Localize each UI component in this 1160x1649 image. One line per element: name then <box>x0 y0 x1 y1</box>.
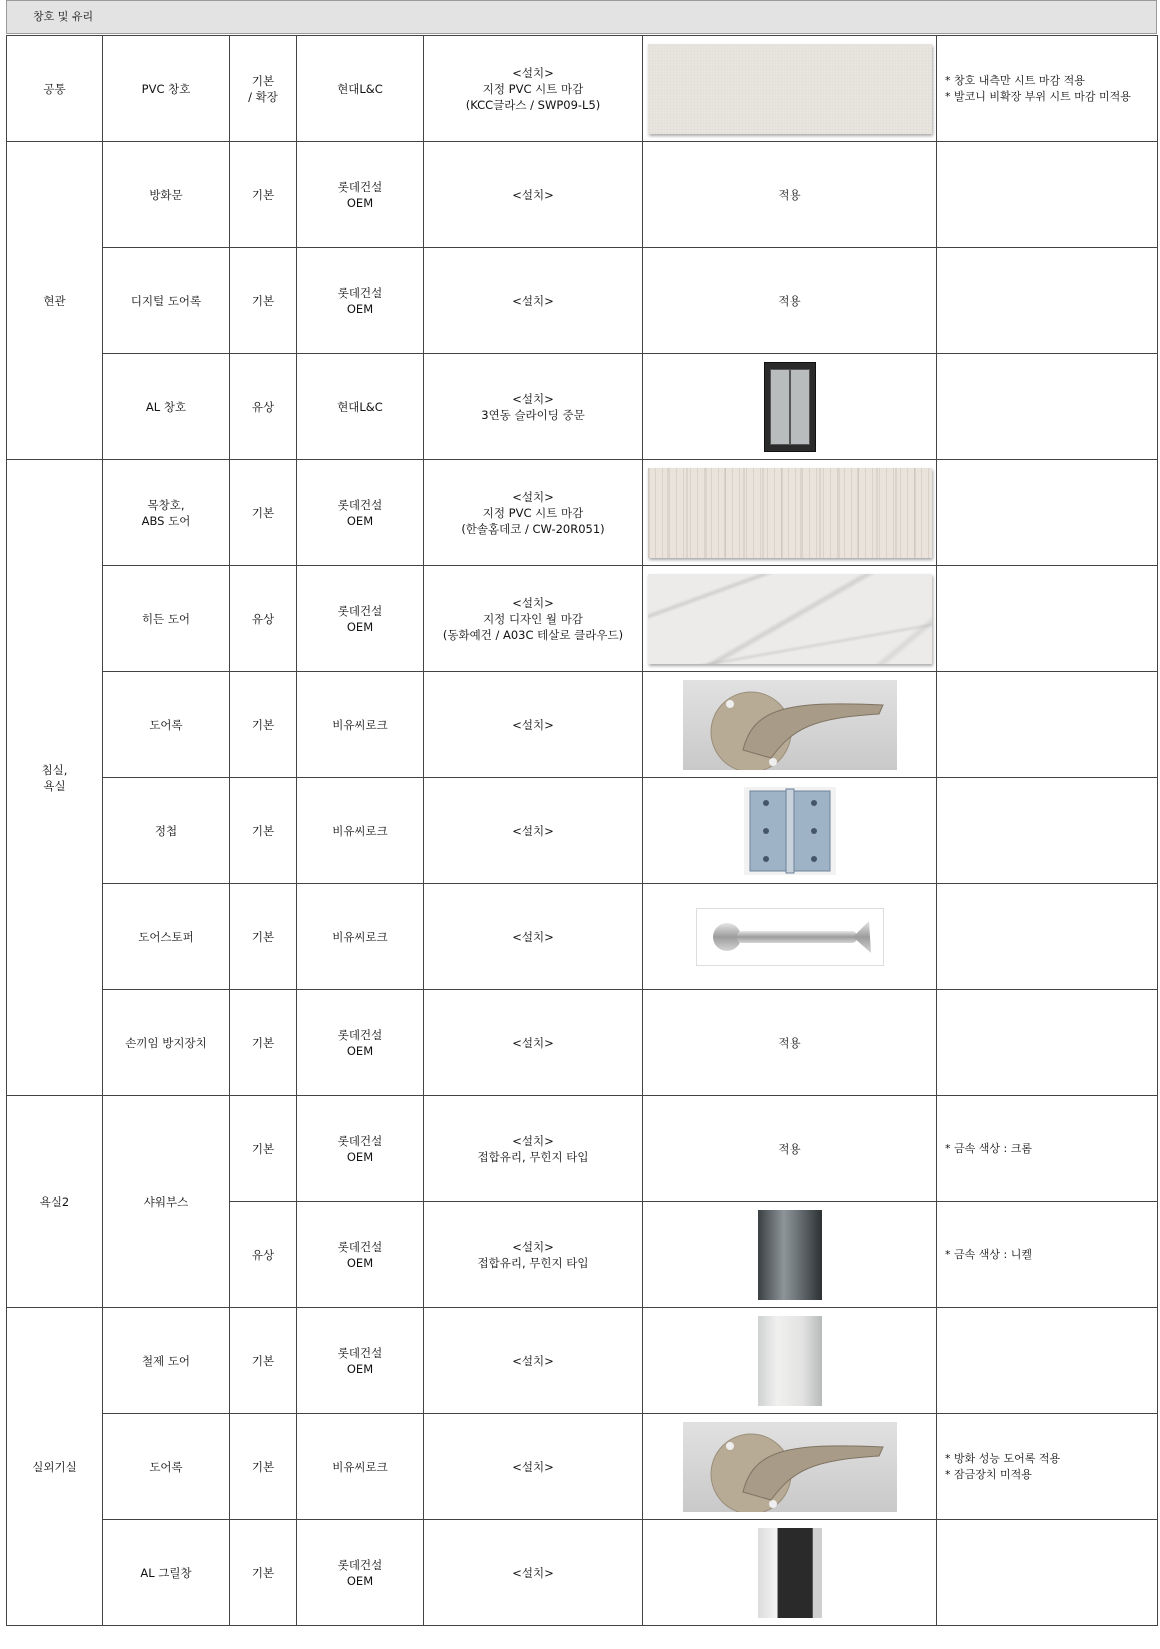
type-cell: 기본 <box>230 1520 297 1626</box>
table-row <box>7 1096 1158 1202</box>
group-cell: 실외기실 <box>7 1308 103 1626</box>
hinge-photo <box>744 787 836 875</box>
image-cell <box>643 1202 937 1308</box>
spec-cell: <설치> <box>424 990 643 1096</box>
steel-door-photo <box>758 1316 822 1406</box>
note-cell <box>937 1520 1158 1626</box>
spec-cell: <설치> 지정 PVC 시트 마감 (KCC글라스 / SWP09-L5) <box>424 36 643 142</box>
table-row <box>7 1414 1158 1520</box>
image-cell <box>643 778 937 884</box>
apply-cell: 적용 <box>643 248 937 354</box>
note-cell: * 방화 성능 도어록 적용 * 잠금장치 미적용 <box>937 1414 1158 1520</box>
type-cell: 기본 <box>230 248 297 354</box>
note-cell <box>937 990 1158 1096</box>
section-title: 창호 및 유리 <box>6 0 1157 34</box>
maker-cell: 롯데건설 OEM <box>297 460 424 566</box>
door-stopper-photo <box>696 908 884 966</box>
table-row <box>7 248 1158 354</box>
maker-cell: 롯데건설 OEM <box>297 990 424 1096</box>
spec-cell: <설치> <box>424 1414 643 1520</box>
maker-cell: 롯데건설 OEM <box>297 248 424 354</box>
spec-cell: <설치> <box>424 1520 643 1626</box>
table-row <box>7 990 1158 1096</box>
group-cell: 공통 <box>7 36 103 142</box>
image-cell <box>643 354 937 460</box>
item-cell: 도어록 <box>103 1414 230 1520</box>
note-cell <box>937 778 1158 884</box>
image-cell <box>643 566 937 672</box>
note-cell <box>937 460 1158 566</box>
maker-cell: 롯데건설 OEM <box>297 1096 424 1202</box>
item-cell: 철제 도어 <box>103 1308 230 1414</box>
spec-cell: <설치> <box>424 1308 643 1414</box>
note-cell <box>937 354 1158 460</box>
note-cell: * 창호 내측만 시트 마감 적용 * 발코니 비확장 부위 시트 마감 미적용 <box>937 36 1158 142</box>
note-cell <box>937 884 1158 990</box>
type-cell: 기본 <box>230 990 297 1096</box>
table-row <box>7 778 1158 884</box>
maker-cell: 비유씨로크 <box>297 1414 424 1520</box>
maker-cell: 롯데건설 OEM <box>297 1520 424 1626</box>
type-cell: 기본 <box>230 460 297 566</box>
image-cell <box>643 1414 937 1520</box>
maker-cell: 롯데건설 OEM <box>297 566 424 672</box>
group-cell: 현관 <box>7 142 103 460</box>
table-row <box>7 142 1158 248</box>
image-cell <box>643 884 937 990</box>
door-handle-photo <box>683 680 897 770</box>
item-cell: 히든 도어 <box>103 566 230 672</box>
item-cell: PVC 창호 <box>103 36 230 142</box>
type-cell: 유상 <box>230 354 297 460</box>
image-cell <box>643 460 937 566</box>
image-cell <box>643 1308 937 1414</box>
type-cell: 기본 <box>230 1414 297 1520</box>
apply-cell: 적용 <box>643 142 937 248</box>
type-cell: 기본 <box>230 672 297 778</box>
item-cell: 도어록 <box>103 672 230 778</box>
group-cell: 침실, 욕실 <box>7 460 103 1096</box>
wood-sheet-swatch <box>648 468 932 558</box>
item-cell: 목창호, ABS 도어 <box>103 460 230 566</box>
item-cell: 손끼임 방지장치 <box>103 990 230 1096</box>
table-row <box>7 566 1158 672</box>
note-cell <box>937 1308 1158 1414</box>
marble-wall-swatch <box>648 574 932 664</box>
maker-cell: 비유씨로크 <box>297 778 424 884</box>
group-cell: 욕실2 <box>7 1096 103 1308</box>
note-cell <box>937 672 1158 778</box>
type-cell: 기본 <box>230 778 297 884</box>
spec-cell: <설치> <box>424 778 643 884</box>
spec-cell: <설치> 접합유리, 무힌지 타입 <box>424 1202 643 1308</box>
spec-cell: <설치> <box>424 142 643 248</box>
item-cell: AL 그릴창 <box>103 1520 230 1626</box>
finish-spec-table <box>6 35 1158 1626</box>
apply-cell: 적용 <box>643 1096 937 1202</box>
table-row <box>7 354 1158 460</box>
image-cell <box>643 1520 937 1626</box>
al-grill-window-photo <box>758 1528 822 1618</box>
image-cell <box>643 672 937 778</box>
item-cell: AL 창호 <box>103 354 230 460</box>
item-cell: 정첩 <box>103 778 230 884</box>
type-cell: 유상 <box>230 1202 297 1308</box>
pvc-sheet-swatch <box>648 44 932 134</box>
note-cell: * 금속 색상 : 크롬 <box>937 1096 1158 1202</box>
apply-cell: 적용 <box>643 990 937 1096</box>
note-cell: * 금속 색상 : 니켈 <box>937 1202 1158 1308</box>
type-cell: 기본 / 확장 <box>230 36 297 142</box>
type-cell: 기본 <box>230 884 297 990</box>
note-cell <box>937 566 1158 672</box>
item-cell: 샤워부스 <box>103 1096 230 1308</box>
type-cell: 기본 <box>230 142 297 248</box>
spec-cell: <설치> 접합유리, 무힌지 타입 <box>424 1096 643 1202</box>
type-cell: 기본 <box>230 1096 297 1202</box>
item-cell: 도어스토퍼 <box>103 884 230 990</box>
note-cell <box>937 248 1158 354</box>
maker-cell: 현대L&C <box>297 36 424 142</box>
maker-cell: 비유씨로크 <box>297 672 424 778</box>
table-row <box>7 884 1158 990</box>
maker-cell: 롯데건설 OEM <box>297 142 424 248</box>
shower-booth-photo <box>758 1210 822 1300</box>
image-cell <box>643 36 937 142</box>
spec-cell: <설치> <box>424 884 643 990</box>
maker-cell: 롯데건설 OEM <box>297 1202 424 1308</box>
maker-cell: 비유씨로크 <box>297 884 424 990</box>
spec-cell: <설치> 지정 PVC 시트 마감 (한솔홈데코 / CW-20R051) <box>424 460 643 566</box>
note-cell <box>937 142 1158 248</box>
item-cell: 디지털 도어록 <box>103 248 230 354</box>
spec-cell: <설치> <box>424 672 643 778</box>
door-handle-photo <box>683 1422 897 1512</box>
spec-cell: <설치> 지정 디자인 월 마감 (동화예건 / A03C 테살로 클라우드) <box>424 566 643 672</box>
maker-cell: 현대L&C <box>297 354 424 460</box>
spec-cell: <설치> <box>424 248 643 354</box>
spec-cell: <설치> 3연동 슬라이딩 중문 <box>424 354 643 460</box>
maker-cell: 롯데건설 OEM <box>297 1308 424 1414</box>
type-cell: 유상 <box>230 566 297 672</box>
table-row <box>7 460 1158 566</box>
table-row <box>7 36 1158 142</box>
type-cell: 기본 <box>230 1308 297 1414</box>
sliding-door-photo <box>764 362 816 452</box>
table-row <box>7 1520 1158 1626</box>
table-row <box>7 672 1158 778</box>
table-row <box>7 1308 1158 1414</box>
item-cell: 방화문 <box>103 142 230 248</box>
